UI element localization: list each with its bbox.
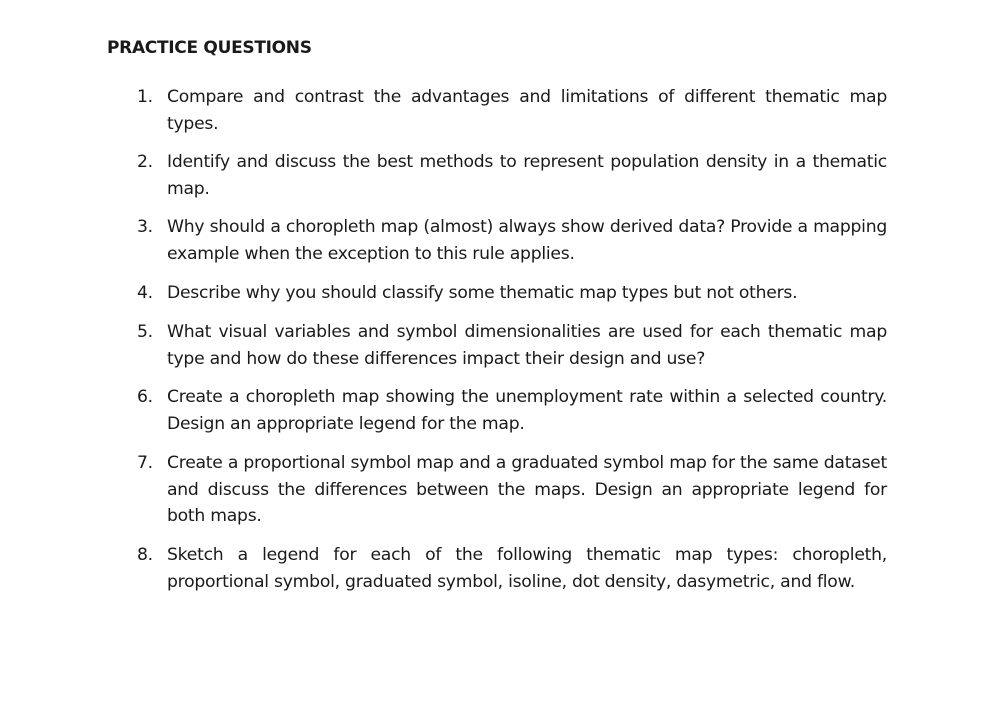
question-item xyxy=(137,280,887,307)
question-item xyxy=(137,84,887,137)
question-text: Sketch a legend for each of the following thematic map types: choropleth, proportional symbol, graduated symbol, isoline, dot density, dasymetric, and flow. xyxy=(167,545,887,592)
question-text: Identify and discuss the best methods to represent population density in a thematic map. xyxy=(167,152,887,199)
question-item xyxy=(137,214,887,267)
question-item xyxy=(137,450,887,530)
question-item xyxy=(137,384,887,437)
question-text: Compare and contrast the advantages and limitations of different thematic map types. xyxy=(167,87,887,134)
question-number: 2. xyxy=(137,152,153,172)
question-number: 7. xyxy=(137,453,153,473)
question-item xyxy=(137,542,887,595)
section-heading: PRACTICE QUESTIONS xyxy=(107,38,312,58)
question-text: Create a choropleth map showing the unemployment rate within a selected country. Design an appropriate legend for the map. xyxy=(167,387,887,434)
question-number: 8. xyxy=(137,545,153,565)
question-number: 5. xyxy=(137,322,153,342)
question-number: 6. xyxy=(137,387,153,407)
question-number: 3. xyxy=(137,217,153,237)
question-text: What visual variables and symbol dimensionalities are used for each thematic map type and how do these differences impact their design and use? xyxy=(167,322,887,369)
question-item xyxy=(137,319,887,372)
question-text: Create a proportional symbol map and a graduated symbol map for the same dataset and discuss the differences between the maps. Design an appropriate legend for both maps. xyxy=(167,453,887,526)
question-number: 1. xyxy=(137,87,153,107)
question-text: Describe why you should classify some thematic map types but not others. xyxy=(167,283,798,303)
question-number: 4. xyxy=(137,283,153,303)
question-text: Why should a choropleth map (almost) always show derived data? Provide a mapping example when the exception to this rule applies. xyxy=(167,217,887,264)
question-item xyxy=(137,149,887,202)
